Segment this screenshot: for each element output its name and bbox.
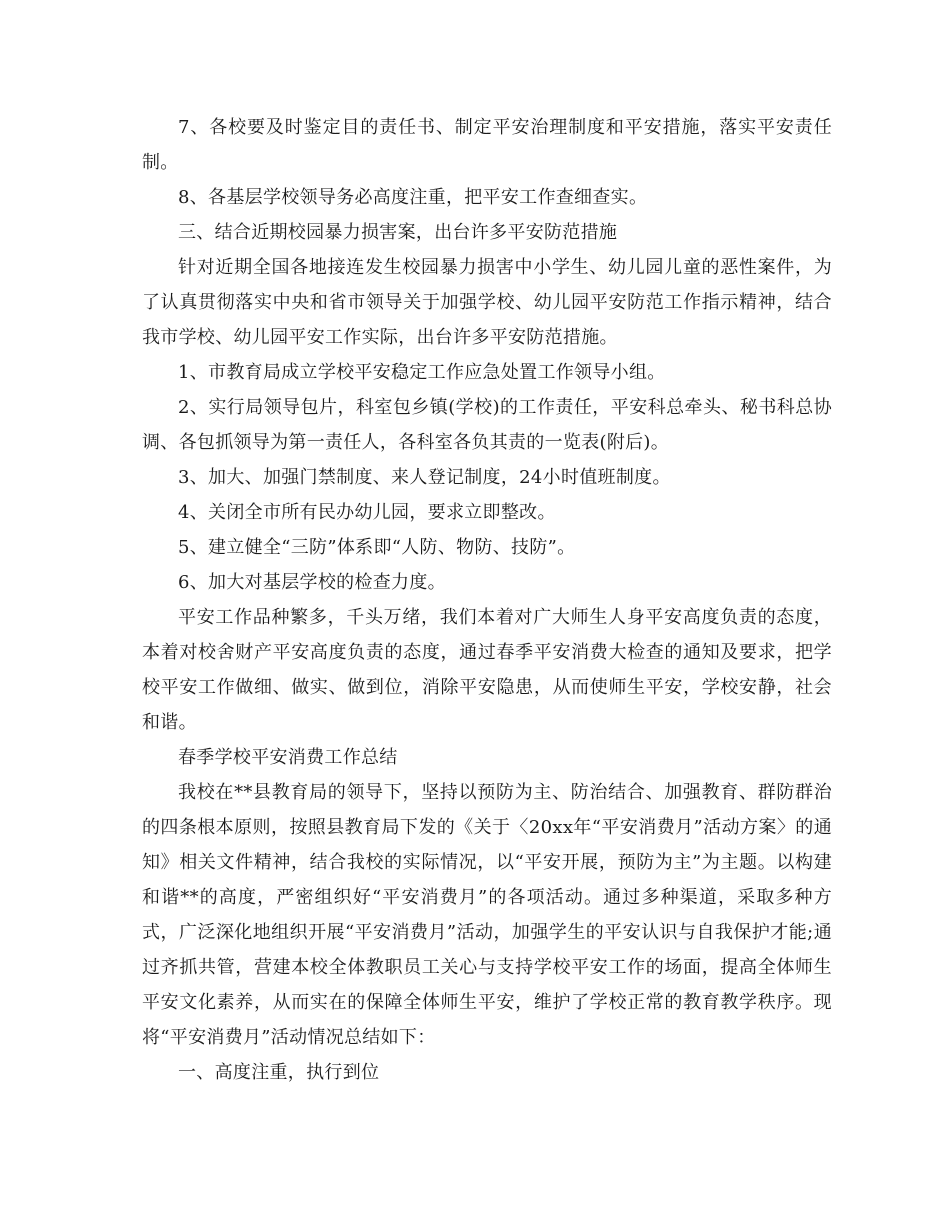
- measure-item-3: 3、加大、加强门禁制度、来人登记制度，24小时值班制度。: [178, 467, 671, 488]
- paragraph-item-8: 8、各基层学校领导务必高度注重，把平安工作查细查实。: [178, 187, 648, 208]
- measure-item-6: 6、加大对基层学校的检查力度。: [178, 572, 446, 593]
- measure-item-4: 4、关闭全市所有民办幼儿园，要求立即整改。: [178, 502, 556, 523]
- paragraph-intro: 针对近期全国各地接连发生校园暴力损害中小学生、幼儿园儿童的恶性案件，为了认真贯彻落实中央和省市领导关于加强学校、幼儿园平安防范工作指示精神，结合我市学校、幼儿园平安工作实际，出台许多平安防范措施。: [142, 257, 832, 348]
- measure-item-5: 5、建立健全“三防”体系即“人防、物防、技防”。: [178, 537, 576, 558]
- section-heading-3: 三、结合近期校园暴力损害案，出台许多平安防范措施: [178, 222, 618, 243]
- measure-item-2: 2、实行局领导包片，科室包乡镇(学校)的工作责任，平安科总牵头、秘书科总协调、各包抓领导为第一责任人，各科室各负其责的一览表(附后)。: [142, 397, 832, 453]
- paragraph-item-7: 7、各校要及时鉴定目的责任书、制定平安治理制度和平安措施，落实平安责任制。: [142, 117, 832, 173]
- measure-item-1: 1、市教育局成立学校平安稳定工作应急处置工作领导小组。: [178, 362, 666, 383]
- paragraph-conclusion: 平安工作品种繁多，千头万绪，我们本着对广大师生人身平安高度负责的态度，本着对校舍财产平安高度负责的态度，通过春季平安消费大检查的通知及要求，把学校平安工作做细、做实、做到位，消除平安隐患，从而使师生平安，学校安静，社会和谐。: [142, 607, 832, 733]
- paragraph-summary: 我校在**县教育局的领导下，坚持以预防为主、防治结合、加强教育、群防群治的四条根本原则，按照县教育局下发的《关于〈20xx年“平安消费月”活动方案〉的通知》相关文件精神，结合我校的实际情况，以“平安开展，预防为主”为主题。以构建和谐**的高度，严密组织好“平安消费月”的各项活动。通过多种渠道，采取多种方式，广泛深化地组织开展“平安消费月”活动，加强学生的平安认识与自我保护才能;通过齐抓共管，营建本校全体教职员工关心与支持学校平安工作的场面，提高全体师生平安文化素养，从而实在的保障全体师生平安，维护了学校正常的教育教学秩序。现将“平安消费月”活动情况总结如下：: [142, 782, 832, 1048]
- section-heading-1: 一、高度注重，执行到位: [178, 1062, 380, 1083]
- document-page: [142, 110, 832, 1090]
- summary-title: 春季学校平安消费工作总结: [178, 747, 398, 768]
